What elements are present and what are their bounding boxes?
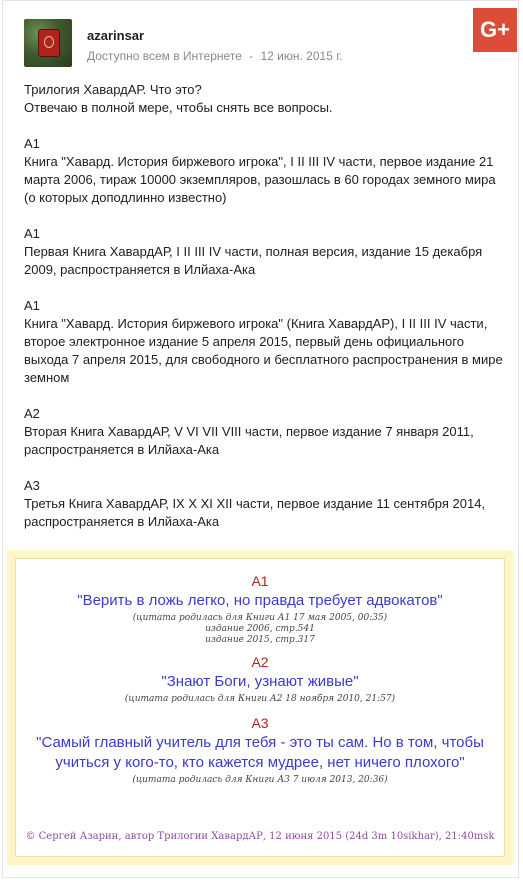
- meta-separator: -: [249, 49, 254, 63]
- block-label: А3: [24, 478, 40, 493]
- quote-2-source: (цитата родилась для Книги А2 18 ноября 2010, 21:57): [124, 694, 396, 704]
- google-plus-icon[interactable]: G+: [473, 8, 517, 52]
- author-name[interactable]: azarinsar: [87, 28, 145, 43]
- quote-1-edition-2006: издание 2006, стр.541: [205, 624, 315, 634]
- post-date[interactable]: 12 июн. 2015 г.: [260, 49, 343, 63]
- avatar-emblem: [38, 29, 60, 57]
- quote-1-text: "Верить в ложь легко, но правда требует адвокатов": [77, 592, 443, 609]
- block-label: А2: [24, 406, 40, 421]
- quote-1-label: А1: [251, 573, 269, 589]
- quote-1-edition-2015: издание 2015, стр.317: [205, 635, 315, 645]
- block-text: Вторая Книга ХавардАР, V VI VII VIII части, первое издание 7 января 2011, распространяется в Илйаха-Ака: [24, 424, 474, 457]
- block-label: А1: [24, 226, 40, 241]
- post-body: [24, 81, 510, 549]
- quote-2-label: А2: [251, 654, 269, 670]
- quote-3-text-line-2: учиться у кого-то, кто кажется мудрее, нет ничего плохого": [55, 754, 465, 771]
- block-text: Первая Книга ХавардАР, I II III IV части, полная версия, издание 15 декабря 2009, распространяется в Илйаха-Ака: [24, 244, 483, 277]
- intro-line-2: Отвечаю в полной мере, чтобы снять все вопросы.: [24, 100, 333, 115]
- quote-image-inner: [15, 558, 505, 857]
- quote-2-text: "Знают Боги, узнают живые": [161, 673, 359, 690]
- post-meta: [87, 49, 342, 63]
- visibility-label: Доступно всем в Интернете: [87, 49, 242, 63]
- quote-3-text-line-1: "Самый главный учитель для тебя - это ты сам. Но в том, чтобы: [36, 734, 484, 751]
- quote-image[interactable]: [7, 550, 513, 865]
- copyright-line: © Сергей Азарин, автор Трилогии ХавардАР, 12 июня 2015 (24d 3m 10sikhar), 21:40msk: [25, 831, 495, 842]
- quote-3-label: А3: [251, 715, 269, 731]
- block-text: Книга "Хавард. История биржевого игрока", I II III IV части, первое издание 21 марта 2006, тираж 10000 экземпляров, разошлась в 60 городах земного мира (о которых доподлинно известно): [24, 154, 496, 205]
- avatar[interactable]: [24, 19, 72, 67]
- block-text: Третья Книга ХавардАР, IX X XI XII части, первое издание 11 сентября 2014, распространяется в Илйаха-Ака: [24, 496, 486, 529]
- quote-1-source: (цитата родилась для Книги А1 17 мая 2005, 00:35): [132, 613, 388, 623]
- block-label: А1: [24, 136, 40, 151]
- block-label: А1: [24, 298, 40, 313]
- block-text: Книга "Хавард. История биржевого игрока" (Книга ХавардАР), I II III IV части, второе электронное издание 5 апреля 2015, первый день официального выхода 7 апреля 2015, для свободного и бесплатного распространения в мире земном: [24, 316, 503, 385]
- quote-3-source: (цитата родилась для Книги А3 7 июля 2013, 20:36): [132, 775, 388, 785]
- intro-line-1: Трилогия ХавардАР. Что это?: [24, 82, 202, 97]
